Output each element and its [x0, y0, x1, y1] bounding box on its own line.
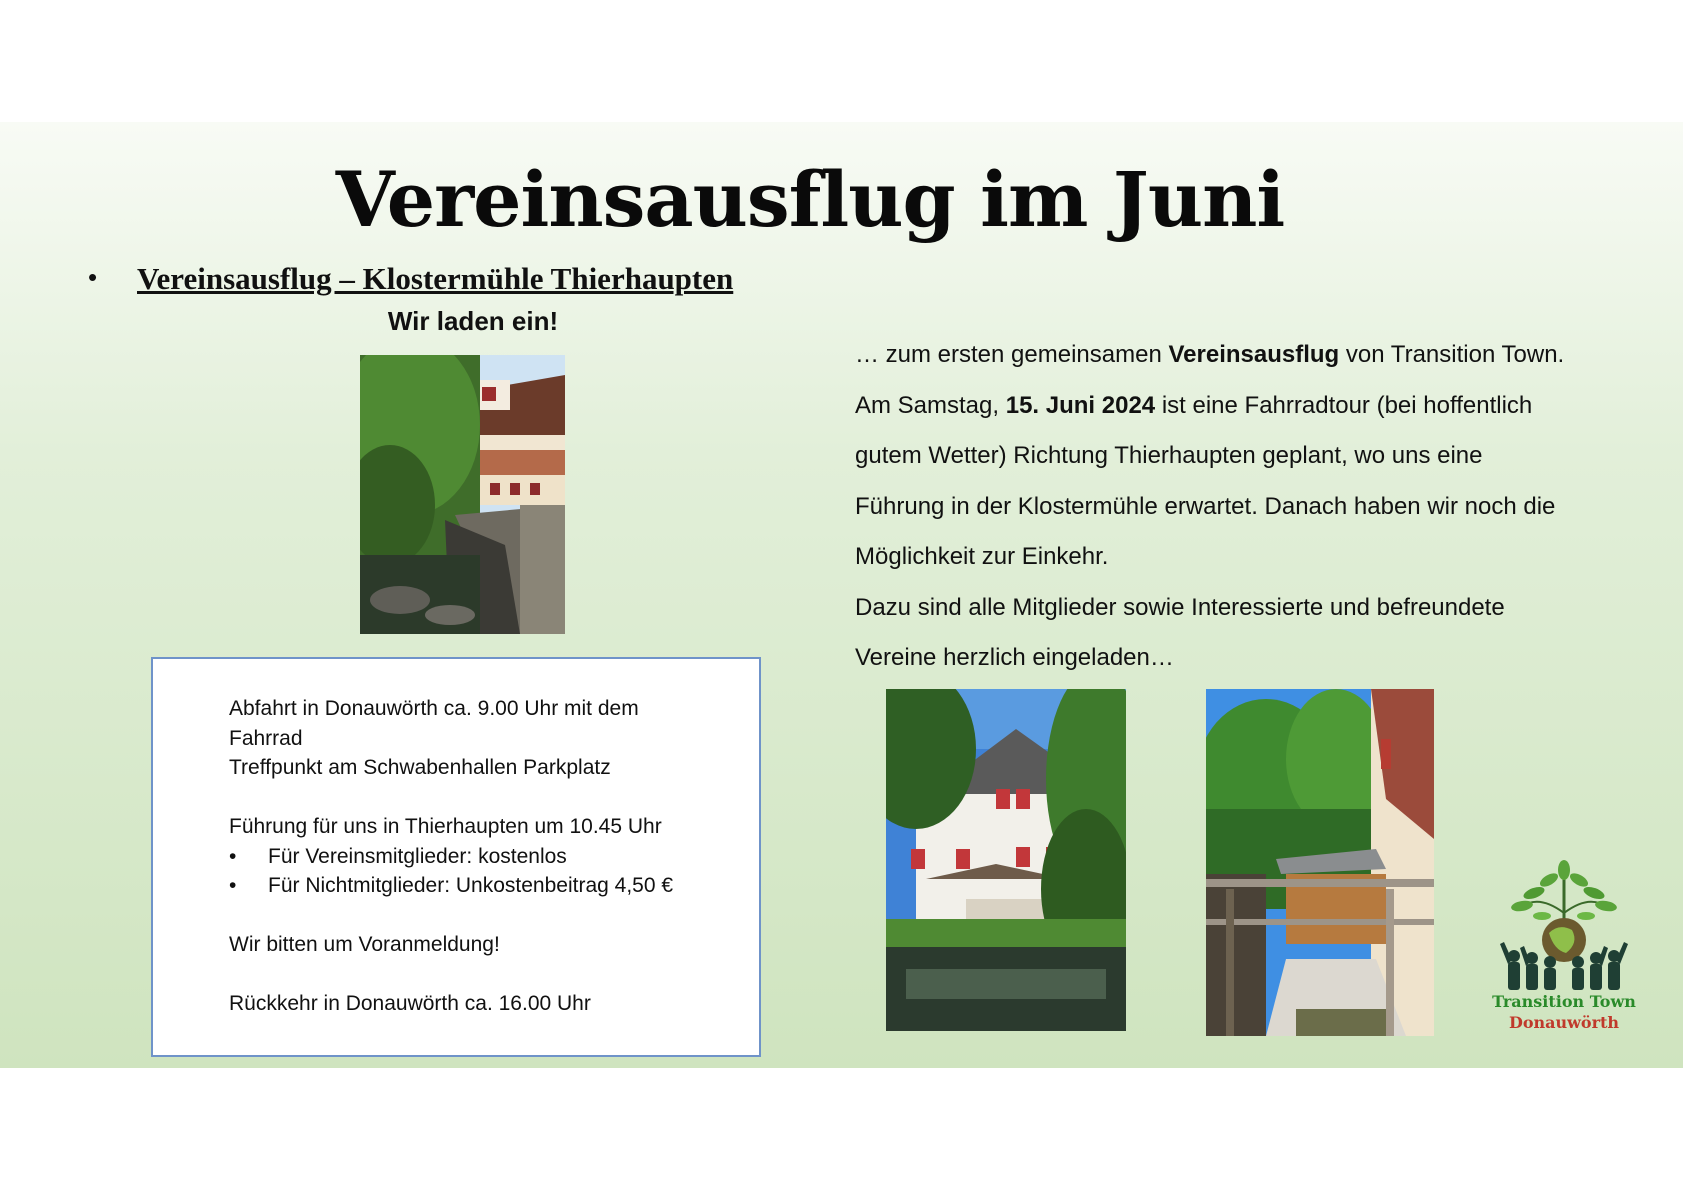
page-title: Vereinsausflug im Juni — [335, 155, 1285, 244]
photo-mill-walkway — [1206, 689, 1434, 1036]
logo-text-line1: Transition Town — [1492, 992, 1636, 1011]
logo-text-line2: Donauwörth — [1508, 1013, 1620, 1032]
tour-text: Führung für uns in Thierhaupten um 10.45 Uhr — [229, 815, 662, 838]
transition-town-logo — [1484, 858, 1644, 1038]
tree-globe-icon — [1494, 858, 1634, 994]
meeting-point-text: Treffpunkt am Schwabenhallen Parkplatz — [229, 756, 611, 779]
invitation-text: … zum ersten gemeinsamen Vereinsausflug von Transition Town. Am Samstag, 15. Juni 2024 ist eine Fahrradtour (bei hoffentlich gutem Wetter) Richtung Thierhaupten geplant, wo uns eine Führung in der Klostermühle erwartet. Danach haben wir noch die Möglichkeit zur Einkehr. Dazu sind alle Mitglieder sowie Interessierte und befreundete Vereine herzlich eingeladen… — [855, 341, 1565, 671]
bullet-dot: • — [88, 262, 98, 292]
departure-text: Abfahrt in Donauwörth ca. 9.00 Uhr mit dem — [229, 697, 639, 720]
subtitle: Vereinsausflug – Klostermühle Thierhaupten — [137, 261, 734, 296]
departure-text-cont: Fahrrad — [229, 726, 303, 750]
registration-text: Wir bitten um Voranmeldung! — [229, 933, 500, 956]
list-item: • Für Vereinsmitglieder: kostenlos — [229, 844, 567, 868]
return-text: Rückkehr in Donauwörth ca. 16.00 Uhr — [229, 992, 591, 1015]
list-item: • Für Nichtmitglieder: Unkostenbeitrag 4,50 € — [229, 874, 674, 897]
photo-mill-waterwheel — [360, 355, 565, 634]
info-box — [151, 657, 761, 1057]
invite-heading: Wir laden ein! — [387, 306, 559, 336]
photo-mill-house-pond — [886, 689, 1126, 1031]
